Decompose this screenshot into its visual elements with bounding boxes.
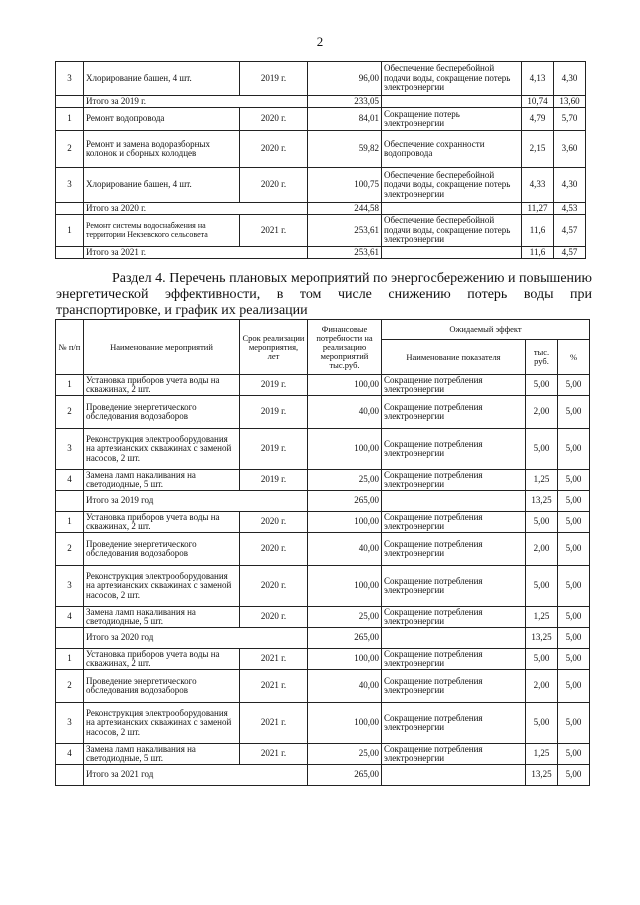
- table-row: [56, 670, 590, 703]
- event-cost: 100,00: [308, 429, 382, 470]
- effect-value: 4,79: [522, 108, 554, 131]
- row-number: 4: [56, 607, 84, 628]
- row-number: 3: [56, 566, 84, 607]
- row-number: 1: [56, 512, 84, 533]
- event-name: Замена ламп накаливания на светодиодные, 5 шт.: [84, 744, 240, 765]
- table-total-row: [56, 628, 590, 649]
- total-label: Итого за 2019 г.: [84, 96, 308, 108]
- row-number: 2: [56, 670, 84, 703]
- effect-value: 2,00: [526, 396, 558, 429]
- event-cost: 100,00: [308, 512, 382, 533]
- event-cost: 40,00: [308, 396, 382, 429]
- total-value: 11,6: [522, 247, 554, 259]
- total-value: 13,25: [526, 491, 558, 512]
- effect-percent: 5,00: [558, 512, 590, 533]
- header-finance: Финансовые потребности на реализацию мероприятий тыс.руб.: [308, 320, 382, 375]
- effect-percent: 4,30: [554, 168, 586, 203]
- effect-percent: 5,00: [558, 607, 590, 628]
- event-name: Хлорирование башен, 4 шт.: [84, 62, 240, 96]
- total-cost: 253,61: [308, 247, 382, 259]
- event-name: Ремонт системы водоснабжения на территории Некзевского сельсовета: [84, 215, 240, 247]
- total-percent: 13,60: [554, 96, 586, 108]
- event-year: 2020 г.: [240, 566, 308, 607]
- effect-value: 5,00: [526, 375, 558, 396]
- total-label: Итого за 2021 г.: [84, 247, 308, 259]
- effect-value: 5,00: [526, 649, 558, 670]
- empty-cell: [382, 491, 526, 512]
- indicator-name: Сокращение потребления электроэнергии: [382, 396, 526, 429]
- effect-value: 5,00: [526, 512, 558, 533]
- header-term: Срок реализации мероприятия, лет: [240, 320, 308, 375]
- table-energy-saving-events: [55, 319, 590, 786]
- event-name: Проведение энергетического обследования водозаборов: [84, 396, 240, 429]
- effect-percent: 5,70: [554, 108, 586, 131]
- event-year: 2019 г.: [240, 62, 308, 96]
- event-year: 2020 г.: [240, 533, 308, 566]
- table-row: [56, 649, 590, 670]
- table-row: [56, 533, 590, 566]
- total-value: 11,27: [522, 203, 554, 215]
- row-number: 3: [56, 703, 84, 744]
- table-header-row: [56, 320, 590, 340]
- effect-percent: 4,57: [554, 215, 586, 247]
- event-name: Ремонт водопровода: [84, 108, 240, 131]
- total-label: Итого за 2020 г.: [84, 203, 308, 215]
- event-cost: 40,00: [308, 533, 382, 566]
- event-name: Установка приборов учета воды на скважинах, 2 шт.: [84, 375, 240, 396]
- effect-percent: 3,60: [554, 131, 586, 168]
- indicator-name: Обеспечение сохранности водопровода: [382, 131, 522, 168]
- indicator-name: Обеспечение бесперебойной подачи воды, сокращение потерь электроэнергии: [382, 168, 522, 203]
- indicator-name: Сокращение потребления электроэнергии: [382, 649, 526, 670]
- event-name: Проведение энергетического обследования водозаборов: [84, 533, 240, 566]
- empty-cell: [56, 491, 84, 512]
- section-4-heading: [56, 271, 592, 319]
- event-cost: 59,82: [308, 131, 382, 168]
- total-percent: 5,00: [558, 491, 590, 512]
- event-name: Реконструкция электрооборудования на артезианских скважинах с заменой насосов, 2 шт.: [84, 703, 240, 744]
- table-row: [56, 62, 586, 96]
- section-4-title: Раздел 4. Перечень плановых мероприятий по энергосбережению и повышению энергетической эффективности, в том числе снижению потерь воды при транспортировке, и график их реализации: [56, 271, 592, 318]
- event-year: 2020 г.: [240, 607, 308, 628]
- total-cost: 265,00: [308, 628, 382, 649]
- row-number: 3: [56, 168, 84, 203]
- effect-percent: 5,00: [558, 429, 590, 470]
- event-name: Установка приборов учета воды на скважинах, 2 шт.: [84, 512, 240, 533]
- total-value: 10,74: [522, 96, 554, 108]
- event-year: 2021 г.: [240, 215, 308, 247]
- event-year: 2021 г.: [240, 703, 308, 744]
- event-name: Замена ламп накаливания на светодиодные, 5 шт.: [84, 607, 240, 628]
- row-number: 1: [56, 375, 84, 396]
- indicator-name: Сокращение потребления электроэнергии: [382, 670, 526, 703]
- total-value: 13,25: [526, 765, 558, 786]
- event-cost: 25,00: [308, 470, 382, 491]
- table-row: [56, 429, 590, 470]
- table-row: [56, 566, 590, 607]
- event-year: 2020 г.: [240, 108, 308, 131]
- effect-value: 2,00: [526, 670, 558, 703]
- empty-cell: [382, 628, 526, 649]
- table-total-row: [56, 203, 586, 215]
- indicator-name: Сокращение потребления электроэнергии: [382, 512, 526, 533]
- total-cost: 265,00: [308, 491, 382, 512]
- event-cost: 25,00: [308, 744, 382, 765]
- event-cost: 100,00: [308, 375, 382, 396]
- event-cost: 40,00: [308, 670, 382, 703]
- indicator-name: Сокращение потребления электроэнергии: [382, 703, 526, 744]
- row-number: 4: [56, 744, 84, 765]
- total-percent: 5,00: [558, 765, 590, 786]
- effect-value: 4,13: [522, 62, 554, 96]
- event-year: 2020 г.: [240, 131, 308, 168]
- table-row: [56, 607, 590, 628]
- effect-percent: 5,00: [558, 470, 590, 491]
- total-value: 13,25: [526, 628, 558, 649]
- event-name: Замена ламп накаливания на светодиодные, 5 шт.: [84, 470, 240, 491]
- row-number: 2: [56, 131, 84, 168]
- event-name: Установка приборов учета воды на скважинах, 2 шт.: [84, 649, 240, 670]
- row-number: 1: [56, 649, 84, 670]
- event-cost: 25,00: [308, 607, 382, 628]
- event-cost: 100,75: [308, 168, 382, 203]
- indicator-name: Сокращение потребления электроэнергии: [382, 375, 526, 396]
- table-water-supply-continued: [55, 61, 586, 259]
- event-name: Проведение энергетического обследования водозаборов: [84, 670, 240, 703]
- event-cost: 253,61: [308, 215, 382, 247]
- indicator-name: Сокращение потребления электроэнергии: [382, 533, 526, 566]
- event-year: 2021 г.: [240, 670, 308, 703]
- indicator-name: Сокращение потребления электроэнергии: [382, 470, 526, 491]
- total-cost: 233,05: [308, 96, 382, 108]
- table-total-row: [56, 765, 590, 786]
- table-total-row: [56, 96, 586, 108]
- page-number: 2: [316, 34, 324, 49]
- empty-cell: [56, 628, 84, 649]
- event-cost: 100,00: [308, 566, 382, 607]
- effect-percent: 5,00: [558, 396, 590, 429]
- row-number: 3: [56, 429, 84, 470]
- event-year: 2020 г.: [240, 512, 308, 533]
- effect-value: 5,00: [526, 429, 558, 470]
- total-percent: 4,57: [554, 247, 586, 259]
- empty-cell: [56, 765, 84, 786]
- effect-percent: 5,00: [558, 670, 590, 703]
- indicator-name: Сокращение потребления электроэнергии: [382, 429, 526, 470]
- event-cost: 84,01: [308, 108, 382, 131]
- row-number: 1: [56, 215, 84, 247]
- event-name: Реконструкция электрооборудования на артезианских скважинах с заменой насосов, 2 шт.: [84, 566, 240, 607]
- indicator-name: Сокращение потребления электроэнергии: [382, 566, 526, 607]
- table-body: [56, 375, 590, 786]
- empty-cell: [382, 765, 526, 786]
- table-total-row: [56, 491, 590, 512]
- event-year: 2021 г.: [240, 649, 308, 670]
- effect-percent: 5,00: [558, 649, 590, 670]
- table-row: [56, 512, 590, 533]
- effect-percent: 5,00: [558, 533, 590, 566]
- event-year: 2020 г.: [240, 168, 308, 203]
- effect-percent: 5,00: [558, 566, 590, 607]
- row-number: 2: [56, 396, 84, 429]
- event-year: 2019 г.: [240, 429, 308, 470]
- table-row: [56, 168, 586, 203]
- event-cost: 96,00: [308, 62, 382, 96]
- row-number: 2: [56, 533, 84, 566]
- effect-value: 1,25: [526, 607, 558, 628]
- table-row: [56, 215, 586, 247]
- indicator-name: Обеспечение бесперебойной подачи воды, сокращение потерь электроэнергии: [382, 62, 522, 96]
- table-row: [56, 744, 590, 765]
- effect-value: 2,00: [526, 533, 558, 566]
- event-name: Ремонт и замена водоразборных колонок и сборных колодцев: [84, 131, 240, 168]
- header-name: Наименование мероприятий: [84, 320, 240, 375]
- row-number: 3: [56, 62, 84, 96]
- event-year: 2019 г.: [240, 375, 308, 396]
- total-label: Итого за 2021 год: [84, 765, 308, 786]
- event-cost: 100,00: [308, 649, 382, 670]
- total-label: Итого за 2019 год: [84, 491, 308, 512]
- indicator-name: Сокращение потребления электроэнергии: [382, 607, 526, 628]
- total-cost: 265,00: [308, 765, 382, 786]
- event-name: Хлорирование башен, 4 шт.: [84, 168, 240, 203]
- effect-percent: 5,00: [558, 744, 590, 765]
- table-row: [56, 375, 590, 396]
- total-cost: 244,58: [308, 203, 382, 215]
- effect-value: 1,25: [526, 744, 558, 765]
- header-unit-percent: %: [558, 340, 590, 375]
- event-year: 2021 г.: [240, 744, 308, 765]
- total-percent: 5,00: [558, 628, 590, 649]
- effect-value: 1,25: [526, 470, 558, 491]
- header-unit-rub: тыс. руб.: [526, 340, 558, 375]
- header-indicator: Наименование показателя: [382, 340, 526, 375]
- effect-value: 5,00: [526, 566, 558, 607]
- effect-value: 5,00: [526, 703, 558, 744]
- indicator-name: Сокращение потребления электроэнергии: [382, 744, 526, 765]
- effect-value: 4,33: [522, 168, 554, 203]
- header-num: № п/п: [56, 320, 84, 375]
- table-row: [56, 703, 590, 744]
- table-row: [56, 470, 590, 491]
- table-row: [56, 131, 586, 168]
- row-number: 4: [56, 470, 84, 491]
- table-row: [56, 396, 590, 429]
- event-cost: 100,00: [308, 703, 382, 744]
- event-year: 2019 г.: [240, 396, 308, 429]
- indicator-name: Обеспечение бесперебойной подачи воды, сокращение потерь электроэнергии: [382, 215, 522, 247]
- row-number: 1: [56, 108, 84, 131]
- table-total-row: [56, 247, 586, 259]
- table-row: [56, 108, 586, 131]
- effect-value: 2,15: [522, 131, 554, 168]
- effect-value: 11,6: [522, 215, 554, 247]
- total-label: Итого за 2020 год: [84, 628, 308, 649]
- effect-percent: 5,00: [558, 703, 590, 744]
- effect-percent: 5,00: [558, 375, 590, 396]
- event-year: 2019 г.: [240, 470, 308, 491]
- indicator-name: Сокращение потерь электроэнергии: [382, 108, 522, 131]
- total-percent: 4,53: [554, 203, 586, 215]
- header-effect: Ожидаемый эффект: [382, 320, 590, 340]
- event-name: Реконструкция электрооборудования на артезианских скважинах с заменой насосов, 2 шт.: [84, 429, 240, 470]
- effect-percent: 4,30: [554, 62, 586, 96]
